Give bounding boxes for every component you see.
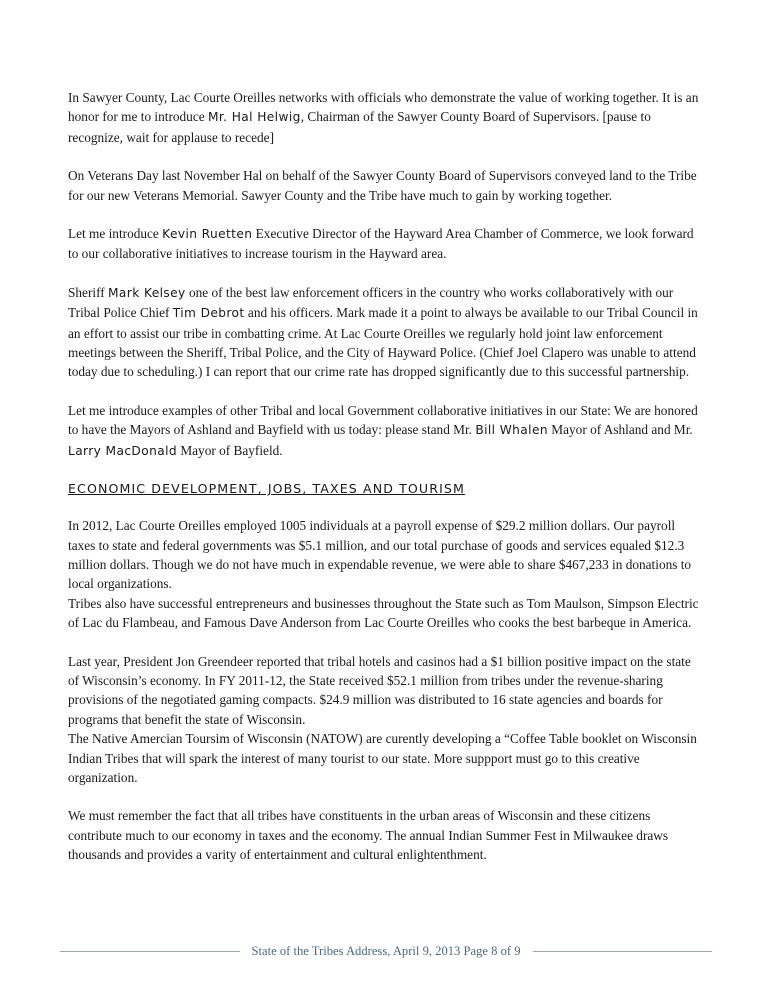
page-footer bbox=[0, 944, 772, 959]
handwritten-name-kevin-ruetten: Kevin Ruetten bbox=[162, 227, 253, 242]
text-run: In Sawyer County, Lac Courte Oreilles networks with officials who demonstrate the value of working together. It is an honor for me to introduce bbox=[68, 90, 699, 125]
text-run: In 2012, Lac Courte Oreilles employed 1005 individuals at a payroll expense of $29.2 million dollars. Our payroll taxes to state and federal governments was $5.1 million, and our total purchase of goods and services equaled $12.3 million dollars. Though we do not have much in expendable revenue, we were able to share $467,233 in donations to local organizations. bbox=[68, 518, 692, 592]
paragraph-sawyer-county bbox=[68, 88, 704, 147]
paragraph-spacer bbox=[68, 382, 704, 401]
paragraph-spacer bbox=[68, 787, 704, 806]
text-run: Last year, President Jon Greendeer reported that tribal hotels and casinos had a $1 billion positive impact on the state of Wisconsin’s economy. In FY 2011-12, the State received $52.1 million from tribes under the revenue-sharing provisions of the negotiated gaming compacts. $24.9 million was distributed to 16 state agencies and boards for programs that benefit the state of Wisconsin. bbox=[68, 653, 691, 727]
paragraph-natow bbox=[68, 729, 704, 787]
text-run: Executive Director of the Hayward Area Chamber of Commerce, we look forward to our collaborative initiatives to increase tourism in the Hayward area. bbox=[68, 226, 694, 262]
paragraph-mayors bbox=[68, 401, 704, 461]
paragraph-veterans-day bbox=[68, 166, 704, 205]
footer-rule-left bbox=[60, 951, 240, 952]
text-run: We must remember the fact that all tribes have constituents in the urban areas of Wisconsin and these citizens contribute much to our economy in taxes and the economy. The annual Indian Summer Fest in Milwaukee draws thousands and provides a varity of entertainment and cultural enlightenthment. bbox=[68, 808, 669, 863]
handwritten-name-tim-debrot: Tim Debrot bbox=[172, 306, 245, 321]
text-run: , Chairman of the Sawyer County Board of Supervisors. [pause to recognize, wait for applause to recede] bbox=[68, 109, 651, 145]
paragraph-entrepreneurs bbox=[68, 594, 704, 633]
text-run: Let me introduce bbox=[68, 226, 163, 242]
paragraph-sheriff-mark-kelsey bbox=[68, 283, 704, 382]
text-run: On Veterans Day last November Hal on behalf of the Sawyer County Board of Supervisors conveyed land to the Tribe for our new Veterans Memorial. Sawyer County and the Tribe have much to gain by working together. bbox=[68, 168, 697, 203]
footer-text: State of the Tribes Address, April 9, 2013 Page 8 of 9 bbox=[251, 944, 521, 958]
paragraph-spacer bbox=[68, 205, 704, 224]
paragraph-urban-areas bbox=[68, 806, 704, 864]
document-body bbox=[68, 88, 704, 865]
text-run: and his officers. Mark made it a point to always be available to our Tribal Council in an effort to assist our tribe in combatting crime. At Lac Courte Oreilles we regularly hold joint law enforcement meetings between the Sheriff, Tribal Police, and the City of Hayward Police. (Chief Joel Clapero was unable to attend today due to scheduling.) I can report that our crime rate has dropped significantly due to this successful partnership. bbox=[68, 305, 698, 380]
text-run: Mayor of Ashland and Mr. bbox=[547, 422, 693, 438]
text-run: one of the best law enforcement officers in the country who works collaboratively with our Tribal Police Chief bbox=[68, 284, 674, 321]
text-run: The Native Amercian Toursim of Wisconsin (NATOW) are curently developing a “Coffee Table booklet on Wisconsin Indian Tribes that will spark the interest of many tourist to our state. More suppport must go to this creative organization. bbox=[68, 731, 697, 785]
paragraph-jon-greendeer bbox=[68, 652, 704, 730]
text-run: Tribes also have successful entrepreneurs and businesses throughout the State such as Tom Maulson, Simpson Electric of Lac du Flambeau, and Famous Dave Anderson from Lac Courte Oreilles who cooks the best barbeque in America. bbox=[68, 595, 699, 631]
text-run: Let me introduce examples of other Tribal and local Government collaborative initiatives in our State: We are honored to have the Mayors of Ashland and Bayfield with us today: please stand Mr. bbox=[68, 402, 698, 438]
paragraph-2012-employment bbox=[68, 516, 704, 594]
handwritten-name-larry-macdonald: Larry MacDonald bbox=[68, 443, 177, 458]
handwritten-name-mark-kelsey: Mark Kelsey bbox=[108, 285, 186, 300]
footer-rule-right bbox=[533, 951, 713, 952]
paragraph-spacer bbox=[68, 633, 704, 652]
paragraph-kevin-ruetten bbox=[68, 224, 704, 264]
text-run: Sheriff bbox=[68, 284, 109, 300]
handwritten-name-hal-helwig: Mr. Hal Helwig bbox=[207, 110, 301, 125]
handwritten-name-bill-whalen: Bill Whalen bbox=[475, 423, 548, 438]
paragraph-spacer bbox=[68, 147, 704, 166]
paragraph-spacer bbox=[68, 264, 704, 283]
section-heading-economic-development: ECONOMIC DEVELOPMENT, JOBS, TAXES AND TOURISM bbox=[68, 481, 465, 497]
section-heading-block bbox=[68, 461, 704, 516]
text-run: Mayor of Bayfield. bbox=[177, 442, 283, 458]
